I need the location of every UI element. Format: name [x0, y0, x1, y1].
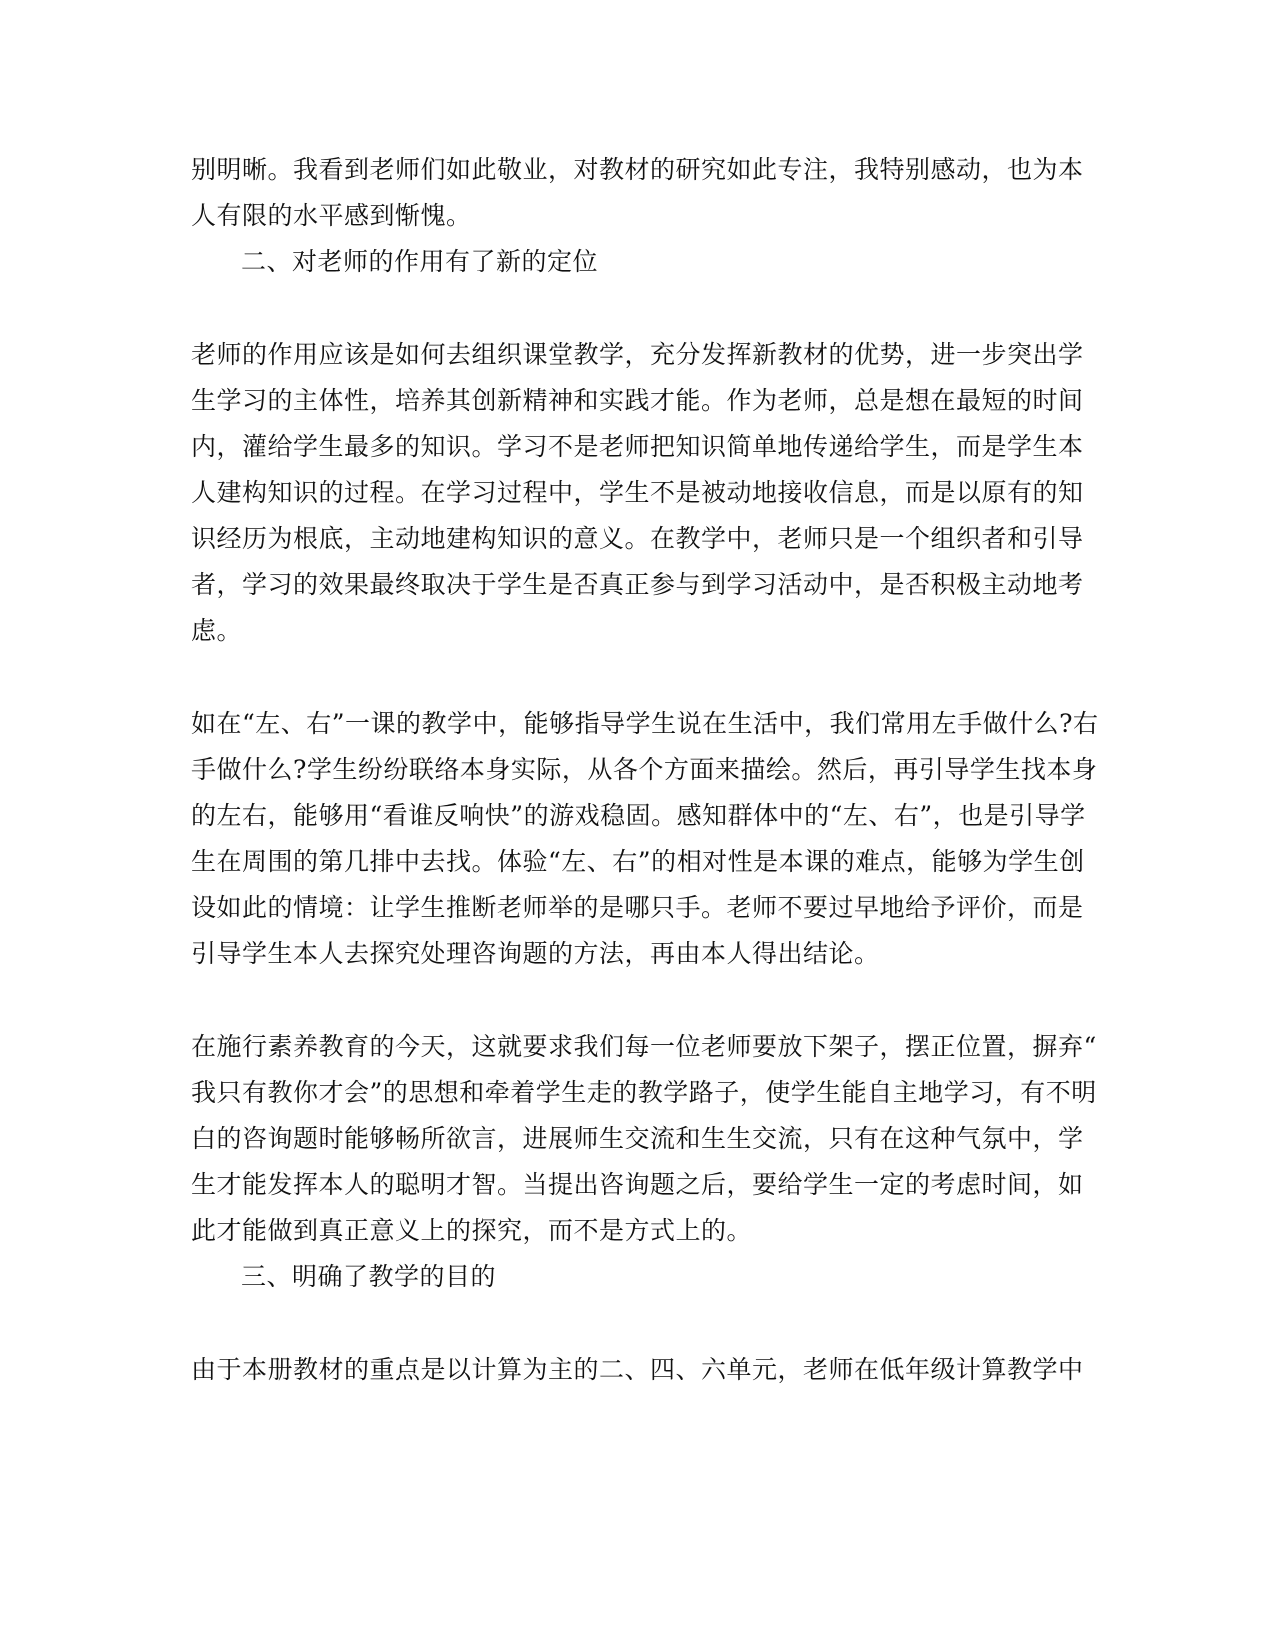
paragraph-line: 内，灌给学生最多的知识。学习不是老师把知识简单地传递给学生，而是学生本	[191, 432, 1084, 461]
paragraph-line: 的左右，能够用“看谁反响快”的游戏稳固。感知群体中的“左、右”，也是引导学	[191, 801, 1086, 830]
paragraph-line: 人建构知识的过程。在学习过程中，学生不是被动地接收信息，而是以原有的知	[191, 478, 1084, 507]
paragraph-line: 识经历为根底，主动地建构知识的意义。在教学中，老师只是一个组织者和引导	[191, 524, 1084, 553]
paragraph-line: 生才能发挥本人的聪明才智。当提出咨询题之后，要给学生一定的考虑时间，如	[191, 1170, 1084, 1199]
paragraph-line: 手做什么?学生纷纷联络本身实际，从各个方面来描绘。然后，再引导学生找本身	[191, 755, 1098, 784]
section-heading: 三、明确了教学的目的	[241, 1262, 497, 1291]
paragraph-line: 我只有教你才会”的思想和牵着学生走的教学路子，使学生能自主地学习，有不明	[191, 1078, 1097, 1107]
paragraph-line: 生在周围的第几排中去找。体验“左、右”的相对性是本课的难点，能够为学生创	[191, 847, 1085, 876]
paragraph-line: 由于本册教材的重点是以计算为主的二、四、六单元，老师在低年级计算教学中	[191, 1355, 1084, 1384]
paragraph-line: 此才能做到真正意义上的探究，而不是方式上的。	[191, 1216, 753, 1245]
paragraph-line: 别明晰。我看到老师们如此敬业，对教材的研究如此专注，我特别感动，也为本	[191, 155, 1084, 184]
paragraph-line: 在施行素养教育的今天，这就要求我们每一位老师要放下架子，摆正位置，摒弃“	[191, 1032, 1097, 1061]
paragraph-line: 老师的作用应该是如何去组织课堂教学，充分发挥新教材的优势，进一步突出学	[191, 340, 1084, 369]
paragraph-line: 设如此的情境：让学生推断老师举的是哪只手。老师不要过早地给予评价，而是	[191, 893, 1084, 922]
paragraph-line: 生学习的主体性，培养其创新精神和实践才能。作为老师，总是想在最短的时间	[191, 386, 1084, 415]
paragraph-line: 人有限的水平感到惭愧。	[191, 201, 472, 230]
paragraph-line: 白的咨询题时能够畅所欲言，进展师生交流和生生交流，只有在这种气氛中，学	[191, 1124, 1084, 1153]
section-heading: 二、对老师的作用有了新的定位	[241, 247, 599, 276]
paragraph-line: 引导学生本人去探究处理咨询题的方法，再由本人得出结论。	[191, 939, 880, 968]
paragraph-line: 者，学习的效果最终取决于学生是否真正参与到学习活动中，是否积极主动地考	[191, 570, 1084, 599]
paragraph-line: 虑。	[191, 616, 243, 645]
paragraph-line: 如在“左、右”一课的教学中，能够指导学生说在生活中，我们常用左手做什么?右	[191, 709, 1099, 738]
